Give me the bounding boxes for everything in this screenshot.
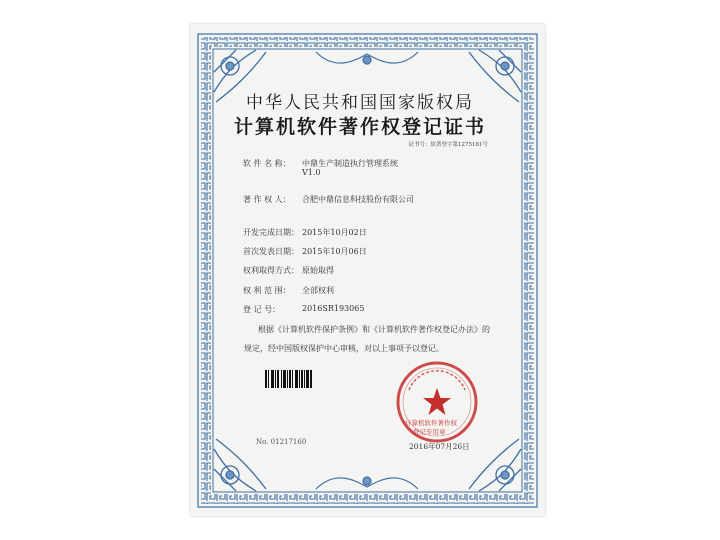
field-value-registration: 2016SR193065 [302, 304, 365, 313]
certificate-title: 计算机软件著作权登记证书 [233, 116, 486, 138]
serial-number: No. 01217160 [256, 438, 307, 446]
field-label-completion-date: 开发完成日期： [243, 228, 299, 237]
corner-ornament-br [469, 439, 521, 491]
star-icon [423, 388, 451, 415]
field-label-software-name: 软 件 名 称： [243, 159, 291, 168]
certification-paragraph [244, 320, 498, 353]
field-label-acquisition: 权利取得方式： [243, 266, 299, 275]
paragraph-line-2: 规定，经中国版权保护中心审核，对以上事项予以登记。 [244, 344, 444, 353]
issuer-title: 中华人民共和国国家版权局 [246, 93, 474, 113]
field-value-acquisition: 原始取得 [302, 266, 334, 275]
certificate-number: 证书号：软著登字第1275181号 [408, 142, 488, 148]
field-value-copyright-owner: 合肥中鼎信息科技股份有限公司 [302, 195, 414, 204]
field-value-version: V1.0 [302, 168, 321, 177]
field-value-scope: 全部权利 [302, 286, 334, 295]
field-label-scope: 权 利 范 围： [243, 286, 291, 295]
bottom-ornament [316, 477, 418, 489]
field-label-copyright-owner: 著 作 权 人： [243, 195, 291, 204]
issue-date: 2016年07月26日 [409, 442, 470, 451]
field-label-registration: 登 记 号： [243, 305, 281, 314]
stamp-text-line-1: 计算机软件著作权 [405, 419, 457, 427]
field-value-completion-date: 2015年10月02日 [302, 228, 367, 237]
field-label-publish-date: 首次发表日期： [243, 247, 299, 256]
field-value-publish-date: 2015年10月06日 [302, 247, 367, 256]
field-value-software-name: 中鼎生产制造执行管理系统 [302, 159, 398, 168]
corner-ornament-bl [214, 439, 266, 491]
stamp-text-line-2: 登记专用章 [413, 428, 446, 436]
top-ornament [316, 52, 418, 64]
barcode [265, 370, 313, 388]
paragraph-line-1: 根据《计算机软件保护条例》和《计算机软件著作权登记办法》的 [258, 325, 490, 334]
